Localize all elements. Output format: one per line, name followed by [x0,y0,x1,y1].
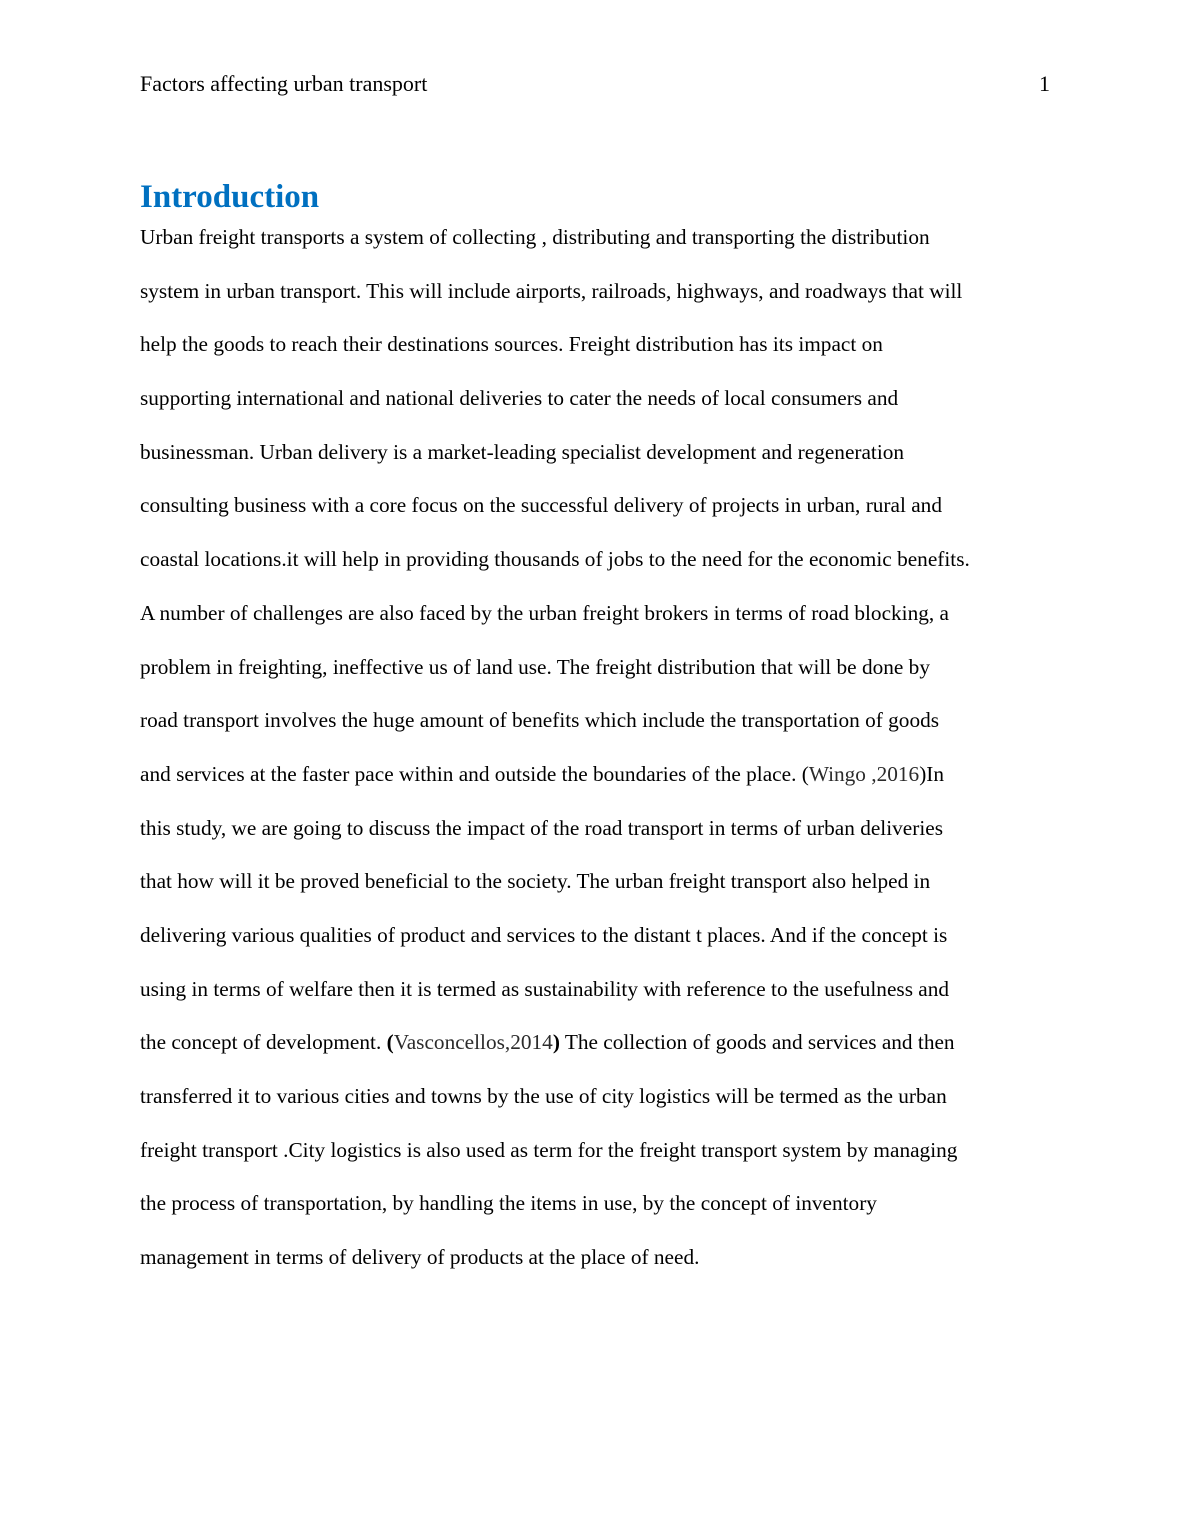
body-line: the process of transportation, by handling the items in use, by the concept of inventory [140,1191,877,1216]
body-line: coastal locations.it will help in providing thousands of jobs to the need for the economic benefits. [140,547,970,572]
citation-close-paren: ) [552,1030,560,1055]
body-line: management in terms of delivery of products at the place of need. [140,1245,700,1270]
body-line: this study, we are going to discuss the impact of the road transport in terms of urban deliveries [140,815,943,840]
body-line-with-citation [140,753,1060,807]
citation-vasconcellos: Vasconcellos,2014 [393,1030,553,1055]
body-text-fragment: The collection of goods and services and then [559,1030,955,1055]
body-line: Urban freight transports a system of collecting , distributing and transporting the distribution [140,225,930,249]
body-paragraph [140,216,1060,1290]
body-line: consulting business with a core focus on the successful delivery of projects in urban, rural and [140,493,942,518]
body-line: freight transport .City logistics is also used as term for the freight transport system by managing [140,1137,958,1162]
body-line: supporting international and national deliveries to cater the needs of local consumers and [140,386,899,411]
citation-open-paren: ( [386,1030,394,1055]
section-heading: Introduction [140,179,320,215]
citation-wingo: Wingo ,2016 [808,761,920,786]
running-header-title: Factors affecting urban transport [140,71,428,96]
body-line: system in urban transport. This will include airports, railroads, highways, and roadways that will [140,278,963,303]
body-line: delivering various qualities of product and services to the distant t places. And if the concept is [140,922,948,947]
body-line: help the goods to reach their destinations sources. Freight distribution has its impact on [140,332,883,357]
body-line: road transport involves the huge amount of benefits which include the transportation of goods [140,708,940,733]
body-line: businessman. Urban delivery is a market-leading specialist development and regeneration [140,439,905,464]
body-text-fragment: )In [919,761,945,786]
body-line: problem in freighting, ineffective us of land use. The freight distribution that will be done by [140,654,930,679]
body-text-fragment: and services at the faster pace within and outside the boundaries of the place. ( [140,761,809,786]
body-text-fragment: the concept of development. [140,1030,387,1055]
body-line: using in terms of welfare then it is termed as sustainability with reference to the usefulness and [140,976,950,1001]
body-line: A number of challenges are also faced by the urban freight brokers in terms of road blocking, a [140,600,950,625]
body-line: that how will it be proved beneficial to the society. The urban freight transport also helped in [140,869,931,894]
body-line: transferred it to various cities and towns by the use of city logistics will be termed as the urban [140,1084,947,1108]
body-line-with-citation [140,1021,1060,1075]
page-number: 1 [1039,71,1050,96]
